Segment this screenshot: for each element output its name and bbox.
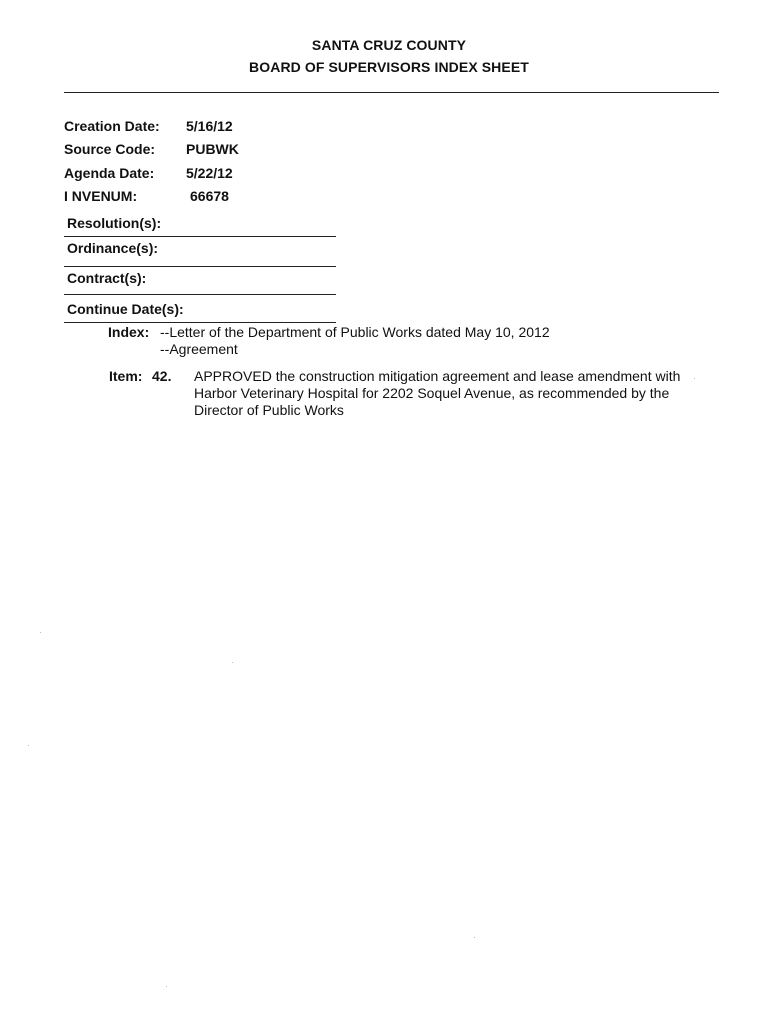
- continue-dates-label: Continue Date(s):: [67, 301, 184, 317]
- index-line: --Agreement: [160, 341, 238, 357]
- invenum-value: 66678: [190, 188, 229, 204]
- source-code-value: PUBWK: [186, 141, 239, 157]
- contracts-label: Contract(s):: [67, 270, 147, 286]
- document-title-county: SANTA CRUZ COUNTY: [311, 37, 467, 53]
- ordinances-rule: [64, 266, 336, 267]
- agenda-date-value: 5/22/12: [186, 165, 233, 181]
- source-code-label: Source Code:: [64, 141, 156, 157]
- item-number: 42.: [152, 368, 172, 384]
- scan-speck: [232, 662, 233, 663]
- continue-dates-rule: [64, 322, 336, 323]
- item-line: Director of Public Works: [194, 402, 344, 418]
- resolutions-rule: [64, 236, 336, 237]
- contracts-rule: [64, 294, 336, 295]
- agenda-date-label: Agenda Date:: [64, 165, 155, 181]
- index-label: Index:: [108, 324, 150, 340]
- scan-speck: [40, 632, 41, 633]
- scan-speck: [474, 937, 475, 938]
- ordinances-label: Ordinance(s):: [67, 240, 159, 256]
- document-title-sheet: BOARD OF SUPERVISORS INDEX SHEET: [249, 59, 529, 75]
- index-line: --Letter of the Department of Public Works dated May 10, 2012: [160, 324, 550, 340]
- invenum-label: I NVENUM:: [64, 188, 138, 204]
- item-line: Harbor Veterinary Hospital for 2202 Soquel Avenue, as recommended by the: [194, 385, 670, 401]
- scan-speck: [694, 378, 695, 379]
- header-divider: [64, 92, 719, 93]
- creation-date-label: Creation Date:: [64, 118, 160, 134]
- resolutions-label: Resolution(s):: [67, 215, 162, 231]
- scan-speck: [28, 745, 29, 746]
- creation-date-value: 5/16/12: [186, 118, 233, 134]
- scan-speck: [166, 986, 167, 987]
- item-label: Item:: [109, 368, 143, 384]
- item-line: APPROVED the construction mitigation agreement and lease amendment with: [194, 368, 681, 384]
